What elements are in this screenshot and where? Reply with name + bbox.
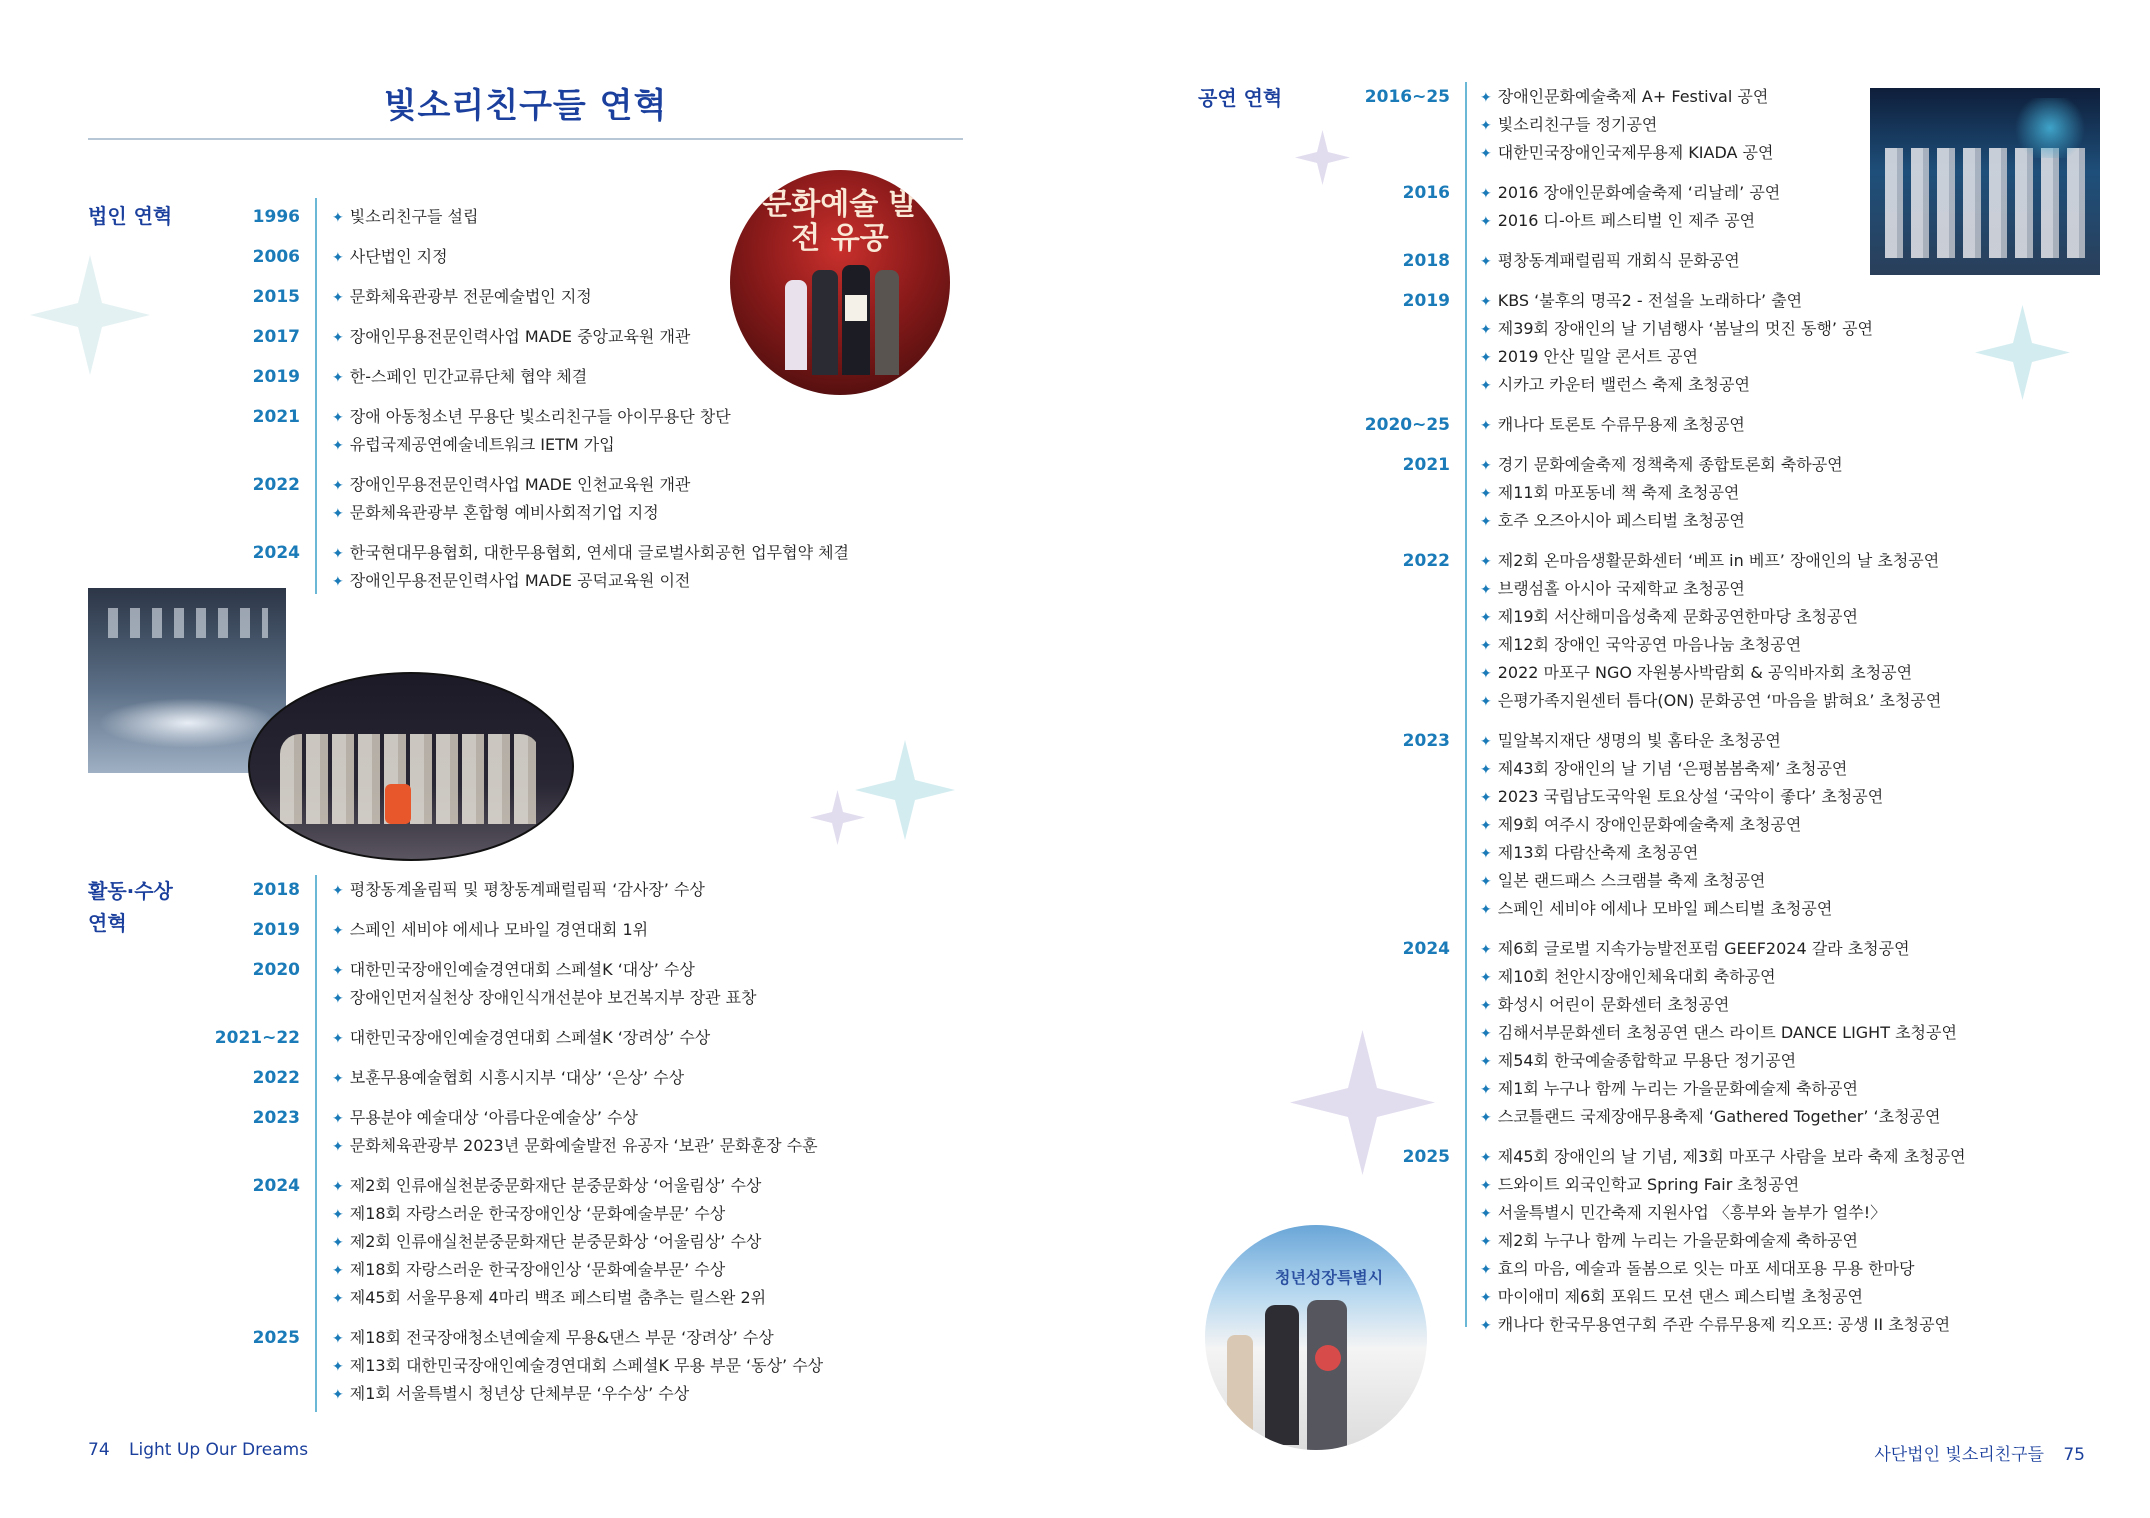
timeline-item	[332, 876, 705, 905]
timeline-item	[1480, 479, 1739, 508]
awards-history-label	[88, 875, 173, 939]
timeline-item	[332, 283, 592, 312]
decorative-star-icon	[30, 255, 150, 375]
bullet-star-icon: ✦	[1480, 378, 1492, 394]
timeline-year: 2019	[252, 920, 300, 940]
timeline-item	[1480, 179, 1780, 208]
timeline-item-text: 제18회 전국장애청소년예술제 무용&댄스 부문 ‘장려상’ 수상	[349, 1328, 774, 1347]
timeline-item-text: 문화체육관광부 혼합형 예비사회적기업 지정	[349, 503, 659, 522]
bullet-star-icon: ✦	[332, 963, 344, 979]
timeline-item	[332, 323, 690, 352]
timeline-item-text: 일본 랜드패스 스크램블 축제 초청공연	[1497, 871, 1766, 890]
timeline-item	[1480, 1143, 1966, 1172]
bullet-star-icon: ✦	[1480, 638, 1492, 654]
timeline-item	[332, 1228, 761, 1257]
bullet-star-icon: ✦	[332, 1111, 344, 1127]
timeline-item-text: 제19회 서산해미읍성축제 문화공연한마당 초청공연	[1497, 607, 1858, 626]
timeline-item	[1480, 631, 1801, 660]
bullet-star-icon: ✦	[332, 1291, 344, 1307]
bullet-star-icon: ✦	[1480, 486, 1492, 502]
bullet-star-icon: ✦	[332, 330, 344, 346]
timeline-item	[1480, 991, 1729, 1020]
bullet-star-icon: ✦	[332, 1331, 344, 1347]
perf-history-label: 공연 연혁	[1198, 86, 1283, 110]
bullet-star-icon: ✦	[1480, 970, 1492, 986]
timeline-item-text: 스페인 세비야 에세나 모바일 페스티벌 초청공연	[1497, 899, 1833, 918]
timeline-item	[1480, 247, 1740, 276]
bullet-star-icon: ✦	[332, 410, 344, 426]
timeline-item	[1480, 895, 1832, 924]
timeline-item-text: 제10회 천안시장애인체육대회 축하공연	[1497, 967, 1776, 986]
page-number: 74	[88, 1440, 110, 1460]
timeline-year: 2018	[252, 880, 300, 900]
timeline-item	[1480, 343, 1698, 372]
timeline-item-text: 제1회 누구나 함께 누리는 가을문화예술제 축하공연	[1497, 1079, 1858, 1098]
bullet-star-icon: ✦	[332, 506, 344, 522]
bullet-star-icon: ✦	[1480, 254, 1492, 270]
bullet-star-icon: ✦	[1480, 734, 1492, 750]
timeline-item-text: 빛소리친구들 정기공연	[1497, 115, 1658, 134]
timeline-item-text: 문화체육관광부 2023년 문화예술발전 유공자 ‘보관’ 문화훈장 수훈	[349, 1136, 818, 1155]
timeline-item-text: 마이애미 제6회 포워드 모션 댄스 페스티벌 초청공연	[1497, 1287, 1864, 1306]
timeline-item	[332, 956, 695, 985]
bullet-star-icon: ✦	[332, 1179, 344, 1195]
bullet-star-icon: ✦	[1480, 146, 1492, 162]
timeline-item-text: 드와이트 외국인학교 Spring Fair 초청공연	[1497, 1175, 1800, 1194]
timeline-item-text: 제39회 장애인의 날 기념행사 ‘봄날의 멋진 동행’ 공연	[1497, 319, 1873, 338]
timeline-item	[1480, 547, 1939, 576]
footer-org-name: 사단법인 빛소리친구들	[1874, 1445, 2044, 1465]
timeline-item	[332, 1256, 725, 1285]
bullet-star-icon: ✦	[1480, 942, 1492, 958]
timeline-year: 2020	[252, 960, 300, 980]
timeline-item-text: 캐나다 토론토 수류무용제 초청공연	[1497, 415, 1745, 434]
timeline-item-text: 제12회 장애인 국악공연 마음나눔 초청공연	[1497, 635, 1802, 654]
timeline-year: 2016	[1402, 183, 1450, 203]
timeline-year: 2022	[252, 1068, 300, 1088]
bullet-star-icon: ✦	[1480, 694, 1492, 710]
timeline-item-text: 2023 국립남도국악원 토요상설 ‘국악이 좋다’ 초청공연	[1497, 787, 1884, 806]
timeline-item-text: 장애인먼저실천상 장애인식개선분야 보건복지부 장관 표창	[349, 988, 757, 1007]
timeline-item	[1480, 411, 1745, 440]
awards-timeline-line	[315, 875, 317, 1412]
timeline-item	[1480, 963, 1776, 992]
bullet-star-icon: ✦	[1480, 1262, 1492, 1278]
timeline-item	[332, 1024, 710, 1053]
bullet-star-icon: ✦	[332, 1207, 344, 1223]
timeline-item	[332, 1172, 761, 1201]
timeline-item	[1480, 287, 1802, 316]
timeline-item-text: 장애 아동청소년 무용단 빛소리친구들 아이무용단 창단	[349, 407, 731, 426]
bullet-star-icon: ✦	[1480, 1234, 1492, 1250]
timeline-item-text: 대한민국장애인국제무용제 KIADA 공연	[1497, 143, 1774, 162]
bullet-star-icon: ✦	[1480, 294, 1492, 310]
timeline-item-text: 캐나다 한국무용연구회 주관 수류무용제 킥오프: 공생 II 초청공연	[1497, 1315, 1951, 1334]
award-ceremony-photo	[730, 170, 950, 395]
timeline-year: 2021	[1402, 455, 1450, 475]
timeline-item-text: 장애인무용전문인력사업 MADE 공덕교육원 이전	[349, 571, 691, 590]
footer-slogan: Light Up Our Dreams	[129, 1440, 309, 1460]
timeline-year: 2018	[1402, 251, 1450, 271]
timeline-item	[1480, 935, 1910, 964]
stage-performance-photo	[1870, 88, 2100, 275]
bullet-star-icon: ✦	[332, 923, 344, 939]
bullet-star-icon: ✦	[1480, 1318, 1492, 1334]
timeline-item	[1480, 1283, 1863, 1312]
bullet-star-icon: ✦	[1480, 998, 1492, 1014]
bullet-star-icon: ✦	[1480, 1110, 1492, 1126]
timeline-item	[1480, 507, 1745, 536]
bullet-star-icon: ✦	[1480, 350, 1492, 366]
bullet-star-icon: ✦	[1480, 90, 1492, 106]
timeline-item-text: 평창동계패럴림픽 개회식 문화공연	[1497, 251, 1740, 270]
bullet-star-icon: ✦	[1480, 1026, 1492, 1042]
timeline-year: 2023	[252, 1108, 300, 1128]
timeline-item	[332, 1064, 684, 1093]
bullet-star-icon: ✦	[1480, 762, 1492, 778]
bullet-star-icon: ✦	[332, 290, 344, 306]
timeline-item-text: 스코틀랜드 국제장애무용축제 ‘Gathered Together’ ‘초청공연	[1497, 1107, 1941, 1126]
timeline-year: 2021	[252, 407, 300, 427]
timeline-item-text: 제2회 온마음생활문화센터 ‘베프 in 베프’ 장애인의 날 초청공연	[1497, 551, 1940, 570]
timeline-item	[1480, 839, 1698, 868]
timeline-item	[332, 1324, 774, 1353]
timeline-item	[332, 1104, 638, 1133]
corp-timeline-line	[315, 198, 317, 594]
timeline-year: 2019	[252, 367, 300, 387]
timeline-item-text: 제9회 여주시 장애인문화예술축제 초청공연	[1497, 815, 1802, 834]
timeline-item-text: 제2회 인류애실천분중문화재단 분중문화상 ‘어울림상’ 수상	[349, 1176, 762, 1195]
timeline-item-text: 제2회 누구나 함께 누리는 가을문화예술제 축하공연	[1497, 1231, 1858, 1250]
timeline-item-text: 2016 디-아트 페스티벌 인 제주 공연	[1497, 211, 1756, 230]
timeline-item	[332, 1380, 689, 1409]
decorative-star-icon	[1975, 305, 2070, 400]
bullet-star-icon: ✦	[1480, 1290, 1492, 1306]
title-divider	[88, 138, 963, 140]
timeline-item-text: 제18회 자랑스러운 한국장애인상 ‘문화예술부문’ 수상	[349, 1260, 726, 1279]
timeline-item-text: 보훈무용예술협회 시흥시지부 ‘대상’ ‘은상’ 수상	[349, 1068, 685, 1087]
timeline-item	[1480, 111, 1657, 140]
timeline-item-text: 대한민국장애인예술경연대회 스페셜K ‘대상’ 수상	[349, 960, 695, 979]
timeline-item	[1480, 1227, 1858, 1256]
timeline-item-text: 유럽국제공연예술네트워크 IETM 가입	[349, 435, 615, 454]
timeline-year: 2022	[252, 475, 300, 495]
timeline-year: 2015	[252, 287, 300, 307]
right-page	[1075, 0, 2150, 1518]
timeline-item	[1480, 687, 1941, 716]
timeline-item	[1480, 1019, 1957, 1048]
bullet-star-icon: ✦	[1480, 1178, 1492, 1194]
timeline-item	[332, 1352, 823, 1381]
timeline-item-text: 제2회 인류애실천분중문화재단 분중문화상 ‘어울림상’ 수상	[349, 1232, 762, 1251]
timeline-item	[1480, 575, 1745, 604]
timeline-item-text: 제13회 다람산축제 초청공연	[1497, 843, 1699, 862]
bullet-star-icon: ✦	[332, 991, 344, 1007]
bullet-star-icon: ✦	[1480, 418, 1492, 434]
timeline-item-text: 시카고 카운터 밸런스 축제 초청공연	[1497, 375, 1750, 394]
bullet-star-icon: ✦	[1480, 214, 1492, 230]
timeline-item-text: 제43회 장애인의 날 기념 ‘은평봄봄축제’ 초청공연	[1497, 759, 1848, 778]
timeline-item	[332, 431, 615, 460]
timeline-item	[1480, 783, 1883, 812]
timeline-year: 2017	[252, 327, 300, 347]
bullet-star-icon: ✦	[332, 1263, 344, 1279]
decorative-star-icon	[810, 790, 865, 845]
timeline-item	[1480, 1171, 1799, 1200]
timeline-item	[1480, 727, 1781, 756]
timeline-item	[1480, 1075, 1858, 1104]
timeline-item	[1480, 1103, 1940, 1132]
bullet-star-icon: ✦	[1480, 666, 1492, 682]
bullet-star-icon: ✦	[1480, 1054, 1492, 1070]
timeline-item-text: 효의 마음, 예술과 돌봄으로 잇는 마포 세대포용 무용 한마당	[1497, 1259, 1915, 1278]
bullet-star-icon: ✦	[1480, 118, 1492, 134]
timeline-item	[332, 1132, 818, 1161]
bullet-star-icon: ✦	[332, 546, 344, 562]
timeline-item	[1480, 867, 1765, 896]
timeline-year: 2021~22	[214, 1028, 300, 1048]
bullet-star-icon: ✦	[1480, 610, 1492, 626]
bullet-star-icon: ✦	[332, 883, 344, 899]
timeline-item	[1480, 139, 1773, 168]
bullet-star-icon: ✦	[332, 210, 344, 226]
timeline-item	[332, 984, 756, 1013]
bullet-star-icon: ✦	[1480, 1150, 1492, 1166]
timeline-item-text: 사단법인 지정	[349, 247, 448, 266]
timeline-year: 2020~25	[1364, 415, 1450, 435]
right-footer	[1855, 1440, 2085, 1465]
timeline-item	[332, 1284, 766, 1313]
bullet-star-icon: ✦	[1480, 458, 1492, 474]
timeline-year: 1996	[252, 207, 300, 227]
photo-banner-text: 문화예술 발전 유공	[762, 187, 918, 256]
page-number: 75	[2063, 1445, 2085, 1465]
timeline-item	[332, 567, 690, 596]
bullet-star-icon: ✦	[1480, 1206, 1492, 1222]
timeline-item-text: 서울특별시 민간축제 지원사업 〈흥부와 놀부가 얼쑤!〉	[1497, 1203, 1887, 1222]
timeline-item-text: 제54회 한국예술종합학교 무용단 정기공연	[1497, 1051, 1797, 1070]
bullet-star-icon: ✦	[332, 438, 344, 454]
timeline-year: 2022	[1402, 551, 1450, 571]
group-photo	[248, 672, 574, 861]
timeline-item-text: 제45회 장애인의 날 기념, 제3회 마포구 사람을 보라 축제 초청공연	[1497, 1147, 1966, 1166]
timeline-item-text: 제1회 서울특별시 청년상 단체부문 ‘우수상’ 수상	[349, 1384, 690, 1403]
bullet-star-icon: ✦	[1480, 322, 1492, 338]
timeline-item-text: 제6회 글로벌 지속가능발전포럼 GEEF2024 갈라 초청공연	[1497, 939, 1910, 958]
left-footer	[88, 1440, 308, 1460]
bullet-star-icon: ✦	[332, 1071, 344, 1087]
awards-label-line1: 활동·수상	[88, 879, 173, 903]
timeline-item	[332, 539, 849, 568]
timeline-item-text: 한-스페인 민간교류단체 협약 체결	[349, 367, 588, 386]
page-title: 빛소리친구들 연혁	[383, 86, 668, 126]
decorative-star-icon	[855, 740, 955, 840]
timeline-item	[1480, 315, 1873, 344]
timeline-item	[1480, 451, 1843, 480]
timeline-year: 2023	[1402, 731, 1450, 751]
timeline-item-text: KBS ‘불후의 명곡2 - 전설을 노래하다’ 출연	[1497, 291, 1803, 310]
timeline-item	[1480, 755, 1847, 784]
timeline-item-text: 스페인 세비야 에세나 모바일 경연대회 1위	[349, 920, 649, 939]
timeline-item-text: 화성시 어린이 문화센터 초청공연	[1497, 995, 1730, 1014]
bullet-star-icon: ✦	[332, 1359, 344, 1375]
timeline-item-text: 브랭섬홀 아시아 국제학교 초청공연	[1497, 579, 1745, 598]
timeline-item	[1480, 83, 1768, 112]
timeline-item-text: 장애인문화예술축제 A+ Festival 공연	[1497, 87, 1769, 106]
timeline-year: 2024	[252, 543, 300, 563]
bullet-star-icon: ✦	[1480, 554, 1492, 570]
timeline-item-text: 제13회 대한민국장애인예술경연대회 스페셜K 무용 부문 ‘동상’ 수상	[349, 1356, 824, 1375]
timeline-item	[332, 471, 690, 500]
bullet-star-icon: ✦	[332, 1031, 344, 1047]
timeline-item	[1480, 659, 1912, 688]
timeline-item	[332, 1200, 725, 1229]
timeline-item-text: 평창동계올림픽 및 평창동계패럴림픽 ‘감사장’ 수상	[349, 880, 705, 899]
timeline-item	[1480, 811, 1801, 840]
timeline-item	[332, 243, 448, 272]
bullet-star-icon: ✦	[332, 1387, 344, 1403]
timeline-item-text: 한국현대무용협회, 대한무용협회, 연세대 글로벌사회공헌 업무협약 체결	[349, 543, 850, 562]
timeline-item-text: 제18회 자랑스러운 한국장애인상 ‘문화예술부문’ 수상	[349, 1204, 726, 1223]
bullet-star-icon: ✦	[1480, 874, 1492, 890]
bullet-star-icon: ✦	[1480, 514, 1492, 530]
timeline-item	[332, 403, 731, 432]
bullet-star-icon: ✦	[332, 250, 344, 266]
timeline-year: 2016~25	[1364, 87, 1450, 107]
timeline-item-text: 장애인무용전문인력사업 MADE 중앙교육원 개관	[349, 327, 691, 346]
timeline-year: 2025	[252, 1328, 300, 1348]
timeline-item-text: 장애인무용전문인력사업 MADE 인천교육원 개관	[349, 475, 691, 494]
timeline-item-text: 제11회 마포동네 책 축제 초청공연	[1497, 483, 1740, 502]
timeline-item-text: 호주 오즈아시아 페스티벌 초청공연	[1497, 511, 1745, 530]
bullet-star-icon: ✦	[1480, 818, 1492, 834]
timeline-item	[332, 499, 659, 528]
corp-history-label: 법인 연혁	[88, 204, 173, 228]
bullet-star-icon: ✦	[1480, 790, 1492, 806]
perf-timeline-line	[1465, 82, 1467, 1327]
timeline-item	[1480, 1199, 1886, 1228]
timeline-item-text: 2019 안산 밀알 콘서트 공연	[1497, 347, 1698, 366]
timeline-item	[1480, 1255, 1914, 1284]
timeline-item	[1480, 603, 1858, 632]
timeline-item	[332, 203, 478, 232]
timeline-item-text: 김해서부문화센터 초청공연 댄스 라이트 DANCE LIGHT 초청공연	[1497, 1023, 1957, 1042]
timeline-item-text: 무용분야 예술대상 ‘아름다운예술상’ 수상	[349, 1108, 638, 1127]
youth-award-photo	[1205, 1225, 1427, 1450]
bullet-star-icon: ✦	[1480, 902, 1492, 918]
bullet-star-icon: ✦	[1480, 846, 1492, 862]
timeline-item	[332, 363, 587, 392]
timeline-item-text: 2022 마포구 NGO 자원봉사박람회 & 공익바자회 초청공연	[1497, 663, 1913, 682]
timeline-item-text: 대한민국장애인예술경연대회 스페셜K ‘장려상’ 수상	[349, 1028, 711, 1047]
bullet-star-icon: ✦	[1480, 186, 1492, 202]
decorative-star-icon	[1295, 130, 1350, 185]
timeline-item-text: 경기 문화예술축제 정책축제 종합토론회 축하공연	[1497, 455, 1843, 474]
timeline-item	[1480, 371, 1750, 400]
photo-banner-text: 청년성장특별시	[1275, 1268, 1384, 1287]
bullet-star-icon: ✦	[332, 478, 344, 494]
bullet-star-icon: ✦	[332, 1235, 344, 1251]
timeline-item-text: 문화체육관광부 전문예술법인 지정	[349, 287, 592, 306]
bullet-star-icon: ✦	[1480, 1082, 1492, 1098]
timeline-year: 2024	[252, 1176, 300, 1196]
timeline-item	[1480, 207, 1755, 236]
timeline-item-text: 2016 장애인문화예술축제 ‘리날레’ 공연	[1497, 183, 1781, 202]
timeline-year: 2025	[1402, 1147, 1450, 1167]
timeline-year: 2019	[1402, 291, 1450, 311]
bullet-star-icon: ✦	[1480, 582, 1492, 598]
timeline-item-text: 밀알복지재단 생명의 빛 홈타운 초청공연	[1497, 731, 1781, 750]
bullet-star-icon: ✦	[332, 1139, 344, 1155]
timeline-year: 2024	[1402, 939, 1450, 959]
timeline-item-text: 은평가족지원센터 틈다(ON) 문화공연 ‘마음을 밝혀요’ 초청공연	[1497, 691, 1942, 710]
timeline-item	[1480, 1047, 1796, 1076]
timeline-item-text: 빛소리친구들 설립	[349, 207, 479, 226]
bullet-star-icon: ✦	[332, 370, 344, 386]
timeline-item	[1480, 1311, 1950, 1340]
timeline-year: 2006	[252, 247, 300, 267]
awards-label-line2: 연혁	[88, 911, 127, 935]
bullet-star-icon: ✦	[332, 574, 344, 590]
timeline-item-text: 제45회 서울무용제 4마리 백조 페스티벌 춤추는 릴스완 2위	[349, 1288, 767, 1307]
timeline-item	[332, 916, 648, 945]
